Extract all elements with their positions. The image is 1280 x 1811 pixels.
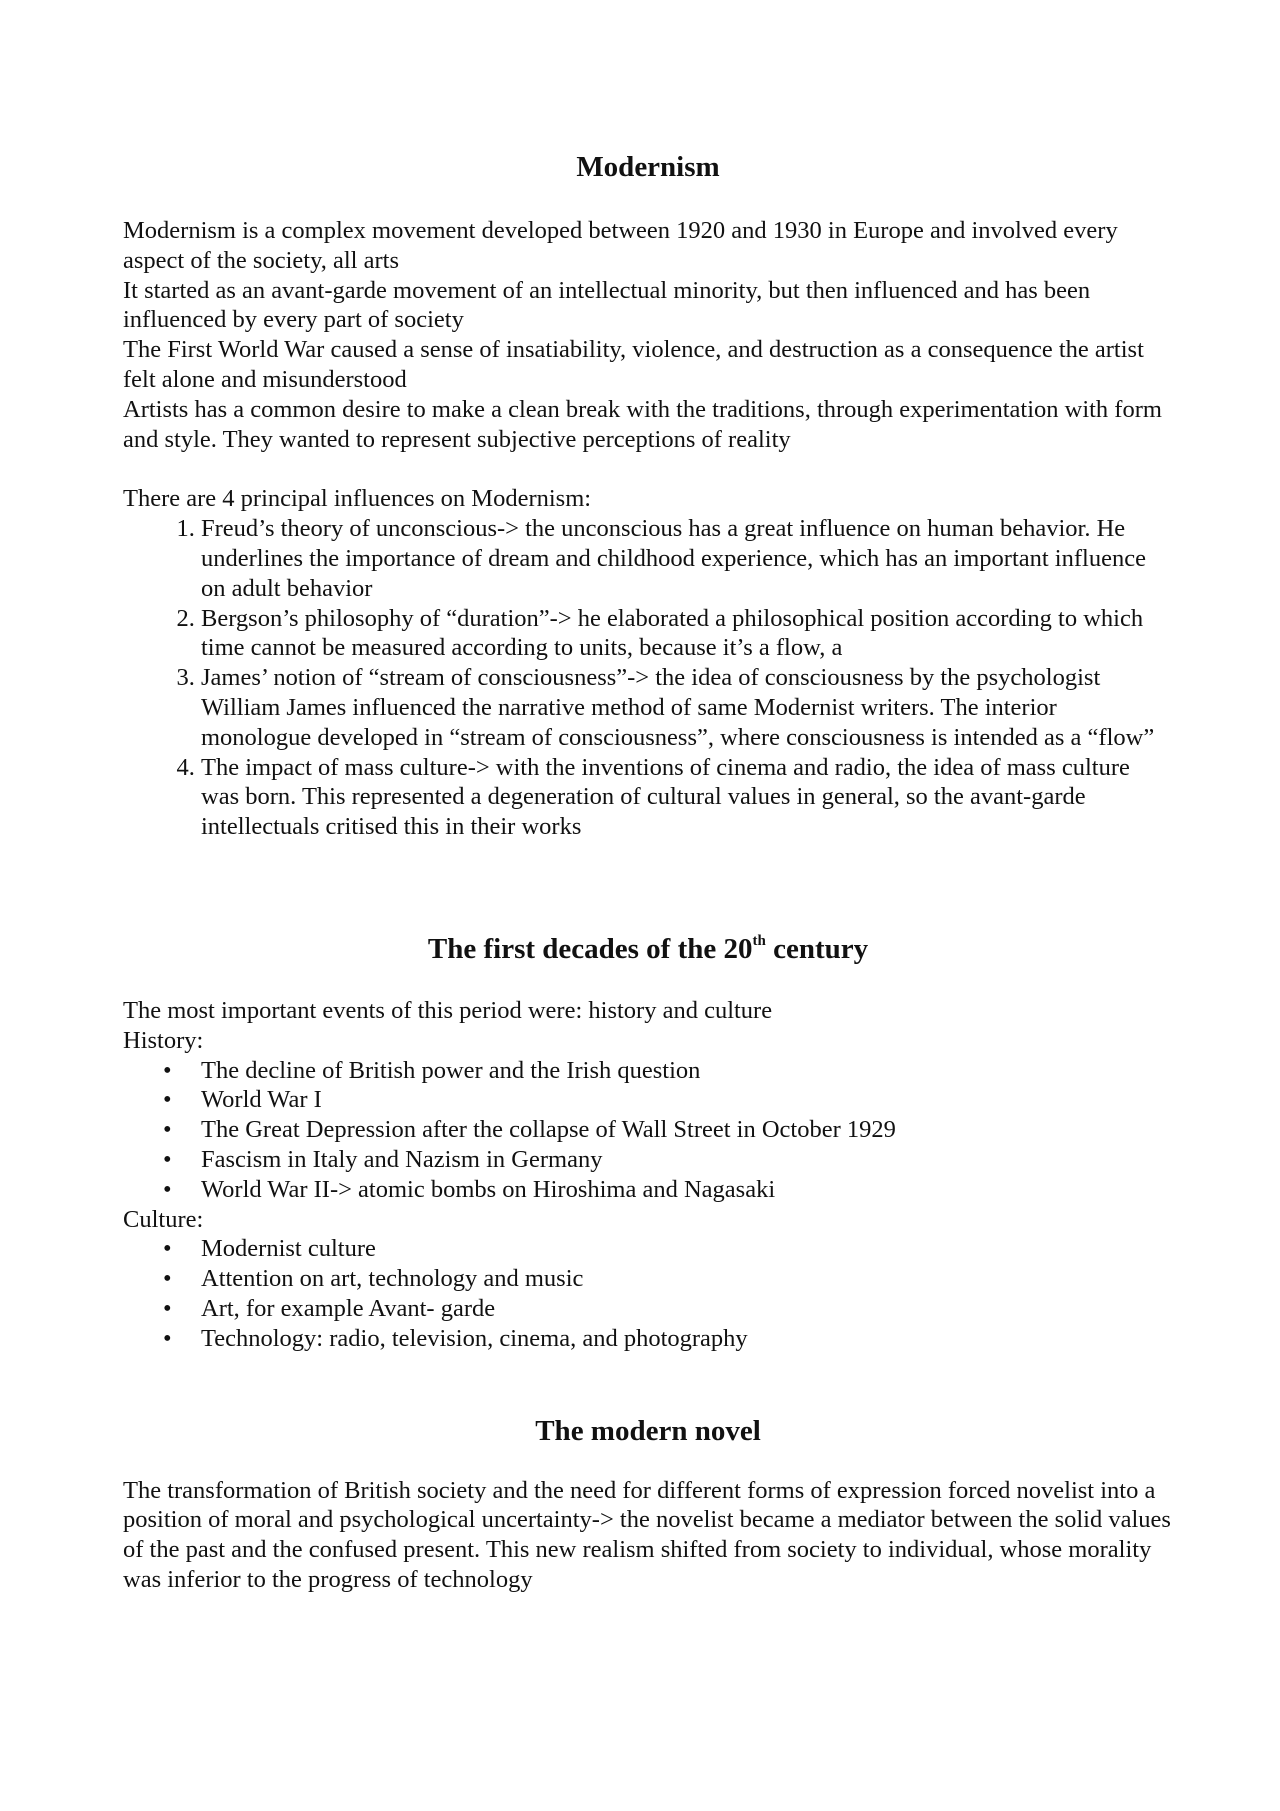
list-item <box>123 1056 1173 1086</box>
paragraph-line: Modernism is a complex movement developed between 1920 and 1930 in Europe and involved every aspect of the society, all arts <box>123 217 1118 274</box>
heading-modern-novel: The modern novel <box>535 1414 761 1447</box>
list-item-text: Technology: radio, television, cinema, and photography <box>201 1324 748 1352</box>
events-intro: The most important events of this period were: history and culture <box>123 996 773 1024</box>
heading-first-decades <box>123 932 1173 966</box>
bullet-icon: • <box>163 1145 172 1173</box>
bullet-icon: • <box>163 1175 172 1203</box>
paragraph-line: Artists has a common desire to make a clean break with the traditions, through experimentation with form and style. They wanted to represent subjective perceptions of reality <box>123 395 1162 453</box>
bullet-icon: • <box>163 1294 172 1322</box>
influences-list <box>123 514 1173 842</box>
bullet-icon: • <box>163 1116 172 1144</box>
bullet-icon: • <box>163 1235 172 1263</box>
spacer <box>123 454 1173 484</box>
list-item-text: Modernist culture <box>201 1235 376 1263</box>
list-item-text: The decline of British power and the Irish question <box>201 1056 701 1084</box>
list-item: 2. Bergson’s philosophy of “duration”-> he elaborated a philosophical position according to which time cannot be measured according to units, because it’s a flow, a <box>201 604 1173 664</box>
document-body <box>123 150 1173 1595</box>
paragraph-line: It started as an avant-garde movement of an intellectual minority, but then influenced and has been influenced by every part of society <box>123 276 1091 334</box>
list-item <box>123 1234 1173 1264</box>
culture-label: Culture: <box>123 1205 204 1233</box>
list-item <box>123 1115 1173 1145</box>
bullet-icon: • <box>163 1265 172 1293</box>
list-item-text: World War I <box>201 1086 322 1114</box>
list-item <box>123 1264 1173 1294</box>
list-item-text: World War II-> atomic bombs on Hiroshima and Nagasaki <box>201 1175 776 1203</box>
list-item-text: Art, for example Avant- garde <box>201 1294 496 1322</box>
list-item <box>123 1085 1173 1115</box>
list-item-text: Fascism in Italy and Nazism in Germany <box>201 1145 603 1173</box>
modernism-intro <box>123 216 1173 454</box>
heading-modernism: Modernism <box>576 151 720 183</box>
list-item: 1. Freud’s theory of unconscious-> the unconscious has a great influence on human behavior. He underlines the importance of dream and childhood experience, which has an important influence on adult behavior <box>201 514 1173 603</box>
list-item: 4. The impact of mass culture-> with the inventions of cinema and radio, the idea of mass culture was born. This represented a degeneration of cultural values in general, so the avant-garde intellectuals critised this in their works <box>201 753 1173 842</box>
history-list <box>123 1056 1173 1205</box>
history-label: History: <box>123 1026 204 1054</box>
heading-superscript: th <box>752 932 766 949</box>
list-item-text: The Great Depression after the collapse of Wall Street in October 1929 <box>201 1116 896 1144</box>
list-item-text: Attention on art, technology and music <box>201 1265 584 1293</box>
culture-list <box>123 1234 1173 1353</box>
heading-text-end: century <box>765 932 869 965</box>
list-item <box>123 1175 1173 1205</box>
list-item: 3. James’ notion of “stream of consciousness”-> the idea of consciousness by the psychologist William James influenced the narrative method of same Modernist writers. The interior monologue developed in “stream of consciousness”, where consciousness is intended as a “flow” <box>201 663 1173 752</box>
list-item <box>123 1294 1173 1324</box>
list-item <box>123 1324 1173 1354</box>
bullet-icon: • <box>163 1324 172 1352</box>
modern-novel-paragraph: The transformation of British society and the need for different forms of expression forced novelist into a position of moral and psychological uncertainty-> the novelist became a mediator between the solid values of the past and the confused present. This new realism shifted from society to individual, whose morality was inferior to the progress of technology <box>123 1476 1171 1593</box>
influences-intro: There are 4 principal influences on Modernism: <box>123 485 592 513</box>
list-item <box>123 1145 1173 1175</box>
paragraph-line: The First World War caused a sense of insatiability, violence, and destruction as a consequence the artist felt alone and misunderstood <box>123 336 1144 393</box>
heading-text: The first decades of the 20 <box>427 932 753 965</box>
bullet-icon: • <box>163 1086 172 1114</box>
bullet-icon: • <box>163 1056 172 1084</box>
